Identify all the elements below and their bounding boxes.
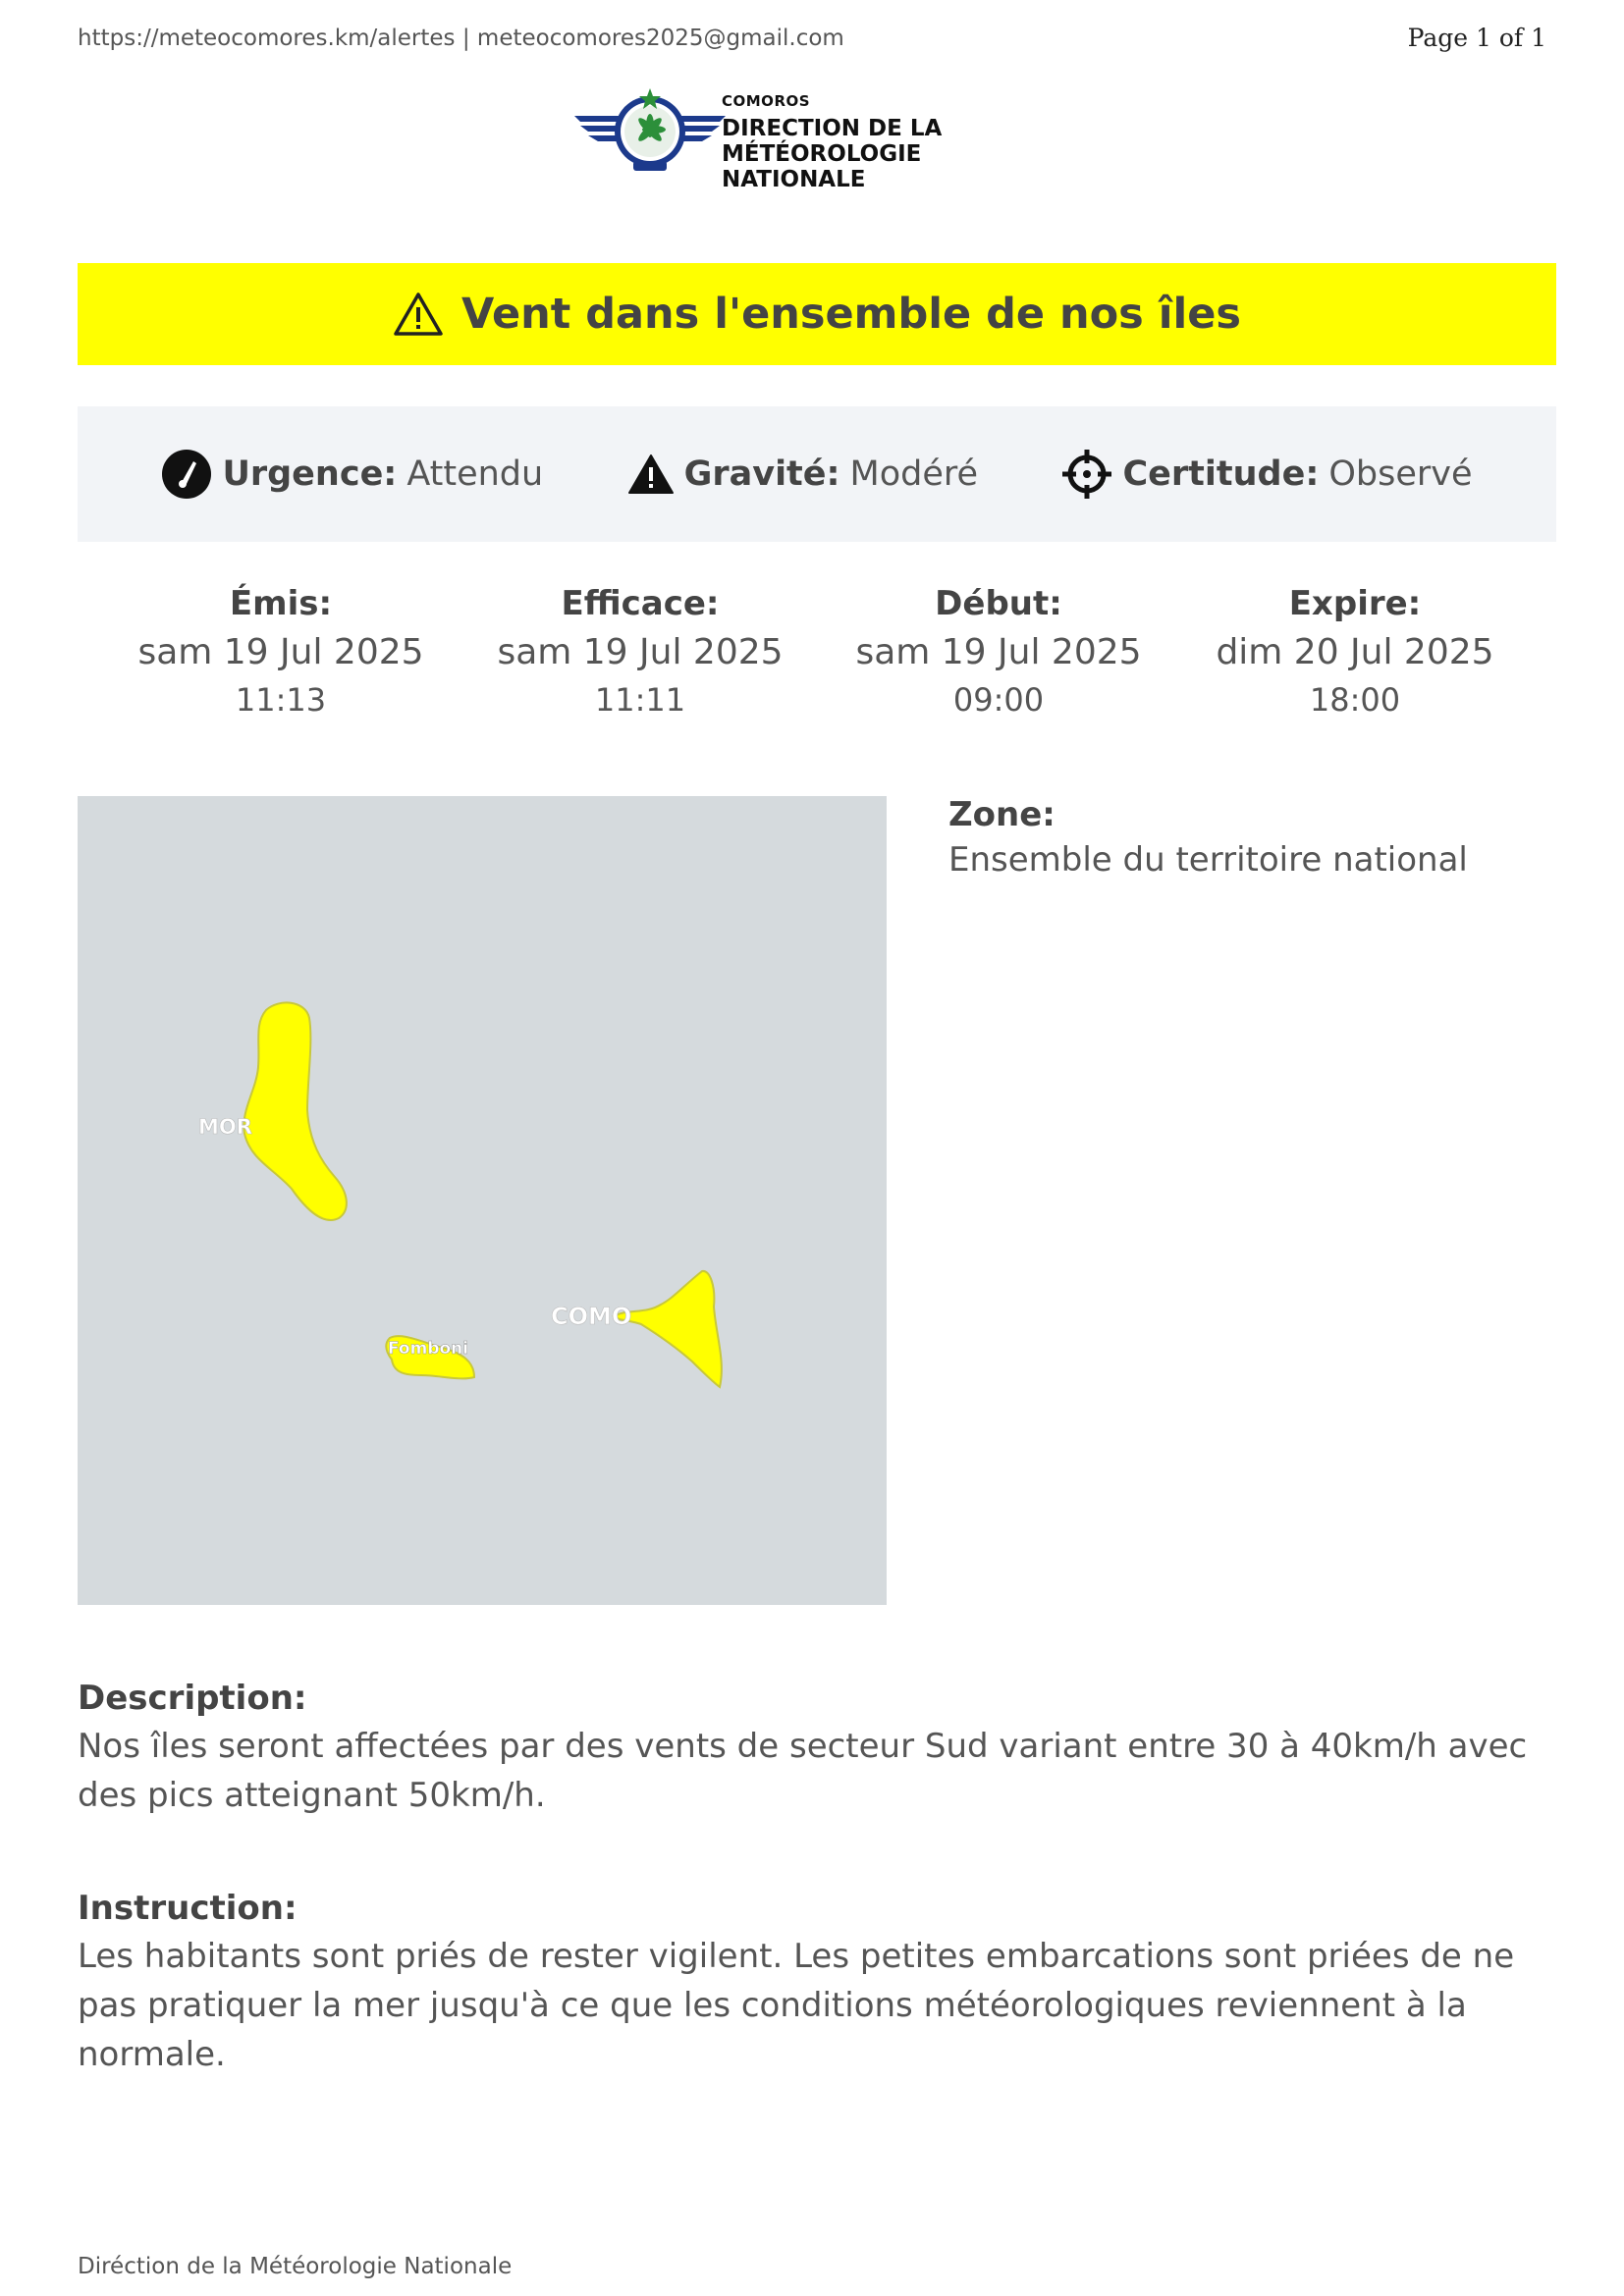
alert-map[interactable] xyxy=(78,796,887,1605)
certainty-item xyxy=(1061,449,1472,500)
alert-title: Vent dans l'ensemble de nos îles xyxy=(461,290,1241,339)
expires-time: 18:00 xyxy=(1309,681,1401,719)
certainty-label: Certitude: xyxy=(1122,454,1320,494)
urgency-item xyxy=(161,449,543,500)
expires-date xyxy=(1178,579,1532,722)
instruction-label: Instruction: xyxy=(78,1889,298,1928)
onset-day: sam 19 Jul 2025 xyxy=(855,632,1142,672)
effective-label: Efficace: xyxy=(561,584,720,623)
issued-label: Émis: xyxy=(229,584,333,623)
map-label-fomboni: Fomboni xyxy=(388,1339,469,1359)
urgency-label: Urgence: xyxy=(222,454,398,494)
zone-block xyxy=(948,793,1468,883)
warning-icon xyxy=(627,454,675,495)
islands-map xyxy=(78,796,887,1605)
description-text: Nos îles seront affectées par des vents de secteur Sud variant entre 30 à 40km/h avec des pics atteignant 50km/h. xyxy=(78,1727,1528,1815)
urgency-value: Attendu xyxy=(406,454,544,494)
warning-icon xyxy=(393,292,444,337)
page-number: Page 1 of 1 xyxy=(1407,24,1546,52)
onset-date xyxy=(822,579,1175,722)
crosshair-icon xyxy=(1061,449,1112,500)
logo-line-2: MÉTÉOROLOGIE NATIONALE xyxy=(722,141,922,192)
effective-day: sam 19 Jul 2025 xyxy=(497,632,784,672)
meteo-logo xyxy=(567,82,1063,192)
zone-label: Zone: xyxy=(948,795,1056,834)
description-label: Description: xyxy=(78,1679,307,1718)
map-label-mor: MOR xyxy=(198,1115,252,1139)
severity-label: Gravité: xyxy=(683,454,840,494)
print-url-header: https://meteocomores.km/alertes | meteocomores2025@gmail.com xyxy=(78,26,844,51)
zone-value: Ensemble du territoire national xyxy=(948,840,1468,880)
effective-time: 11:11 xyxy=(594,681,686,719)
gauge-icon xyxy=(161,449,212,500)
map-label-como: COMO xyxy=(551,1303,632,1330)
effective-date xyxy=(463,579,817,722)
severity-item xyxy=(627,454,978,495)
onset-time: 09:00 xyxy=(952,681,1045,719)
onset-label: Début: xyxy=(935,584,1062,623)
alert-dates xyxy=(78,579,1556,726)
certainty-value: Observé xyxy=(1328,454,1473,494)
expires-label: Expire: xyxy=(1288,584,1422,623)
alert-banner xyxy=(78,263,1556,365)
alert-meta-panel xyxy=(78,406,1556,542)
issued-date xyxy=(104,579,458,722)
instruction-text: Les habitants sont priés de rester vigilent. Les petites embarcations sont priées de ne pas pratiquer la mer jusqu'à ce que les conditions météorologiques reviennent à la normale. xyxy=(78,1937,1515,2074)
page-footer: Diréction de la Météorologie Nationale xyxy=(78,2254,513,2279)
instruction-section xyxy=(78,1885,1556,2079)
severity-value: Modéré xyxy=(849,454,979,494)
logo-line-1: DIRECTION DE LA xyxy=(722,116,943,141)
description-section xyxy=(78,1675,1556,1820)
expires-day: dim 20 Jul 2025 xyxy=(1216,632,1494,672)
logo-wordmark xyxy=(722,92,1063,192)
island-grande-comore xyxy=(244,1002,347,1220)
issued-day: sam 19 Jul 2025 xyxy=(137,632,424,672)
logo-country: COMOROS xyxy=(722,92,811,110)
issued-time: 11:13 xyxy=(235,681,327,719)
